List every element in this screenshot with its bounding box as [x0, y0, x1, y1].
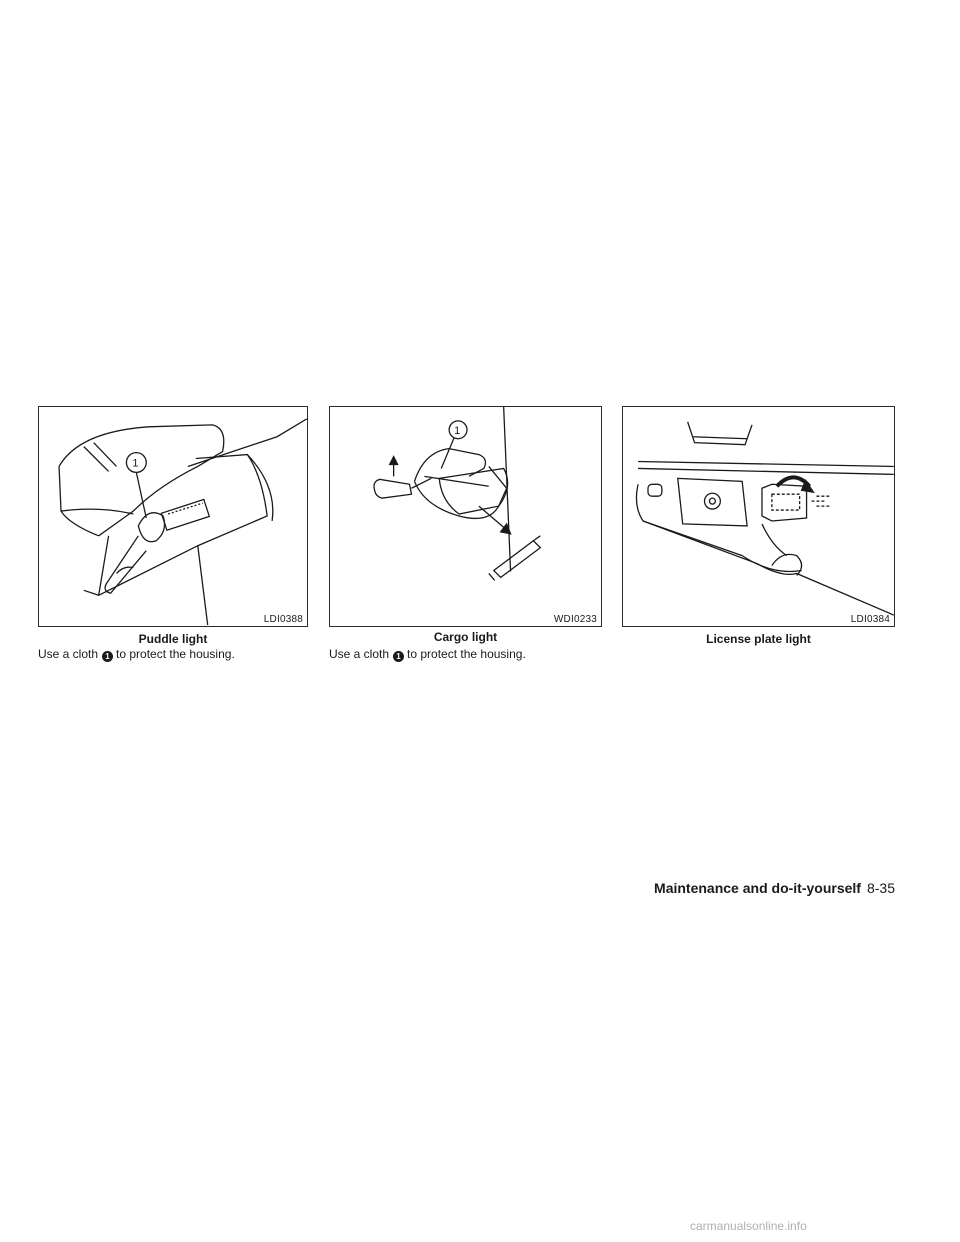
figure-cargo-light — [329, 406, 602, 627]
callout-1-marker: 1 — [393, 651, 404, 662]
svg-text:1: 1 — [132, 457, 139, 470]
instruction-text-after: to protect the housing. — [116, 647, 235, 661]
puddle-light-illustration — [39, 407, 307, 626]
svg-text:1: 1 — [454, 424, 461, 437]
caption-license-plate-light: License plate light — [706, 632, 811, 646]
page-number: 8-35 — [866, 880, 895, 896]
cargo-light-illustration — [330, 407, 601, 626]
watermark: carmanualsonline.info — [690, 1219, 807, 1233]
figure-code: WDI0233 — [551, 614, 597, 625]
instruction-text-before: Use a cloth — [38, 647, 99, 661]
section-title: Maintenance and do-it-yourself — [654, 880, 861, 896]
figure-code: LDI0384 — [848, 614, 890, 625]
license-plate-light-illustration — [623, 407, 894, 626]
caption-cargo-light: Cargo light — [433, 630, 498, 644]
instruction-text-after: to protect the housing. — [407, 647, 526, 661]
figure-puddle-light — [38, 406, 308, 627]
page-footer — [654, 880, 895, 896]
figure-code: LDI0388 — [261, 614, 303, 625]
puddle-light-instruction — [38, 647, 235, 662]
figure-license-plate-light — [622, 406, 895, 627]
instruction-text-before: Use a cloth — [329, 647, 390, 661]
cargo-light-instruction — [329, 647, 526, 662]
callout-1-marker: 1 — [102, 651, 113, 662]
caption-puddle-light: Puddle light — [138, 632, 208, 646]
